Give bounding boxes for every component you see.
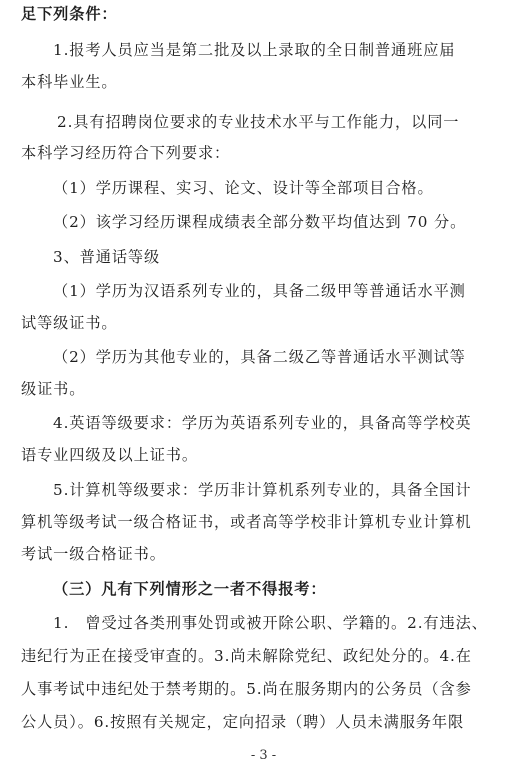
- text-line: （2）学历为其他专业的，具备二级乙等普通话水平测试等: [53, 348, 466, 366]
- text-line: 算机等级考试一级合格证书，或者高等学校非计算机专业计算机: [21, 513, 472, 531]
- page-number: - 3 -: [250, 748, 277, 763]
- text-line: 级证书。: [21, 380, 86, 398]
- text-line: （1）学历课程、实习、论文、设计等全部项目合格。: [53, 179, 434, 197]
- text-line: 违纪行为正在接受审查的。3.尚未解除党纪、政纪处分的。4.在: [21, 647, 472, 665]
- text-line: 本科学习经历符合下列要求：: [21, 144, 231, 162]
- text-line: 1. 曾受过各类刑事处罚或被开除公职、学籍的。2.有违法、: [53, 614, 488, 632]
- section-heading: （三）凡有下列情形之一者不得报考：: [53, 580, 327, 598]
- text-line: 人事考试中违纪处于禁考期的。5.尚在服务期内的公务员（含参: [21, 680, 472, 698]
- text-line: 3、普通话等级: [53, 248, 161, 266]
- text-line: 5.计算机等级要求：学历非计算机系列专业的，具备全国计: [53, 481, 472, 499]
- text-line: 2.具有招聘岗位要求的专业技术水平与工作能力，以同一: [57, 113, 460, 131]
- text-line: （2）该学习经历课程成绩表全部分数平均值达到 70 分。: [53, 213, 467, 231]
- text-line: （1）学历为汉语系列专业的，具备二级甲等普通话水平测: [53, 282, 466, 300]
- text-line: 本科毕业生。: [21, 73, 118, 91]
- text-line: 公人员）。6.按照有关规定，定向招录（聘）人员未满服务年限: [21, 713, 465, 731]
- text-line: 4.英语等级要求：学历为英语系列专业的，具备高等学校英: [53, 414, 472, 432]
- text-line: 语专业四级及以上证书。: [21, 446, 198, 464]
- text-line: 考试一级合格证书。: [21, 545, 166, 563]
- text-line: 1.报考人员应当是第二批及以上录取的全日制普通班应届: [53, 41, 456, 59]
- text-line: 试等级证书。: [21, 314, 118, 332]
- heading-continuation: 足下列条件：: [21, 5, 118, 23]
